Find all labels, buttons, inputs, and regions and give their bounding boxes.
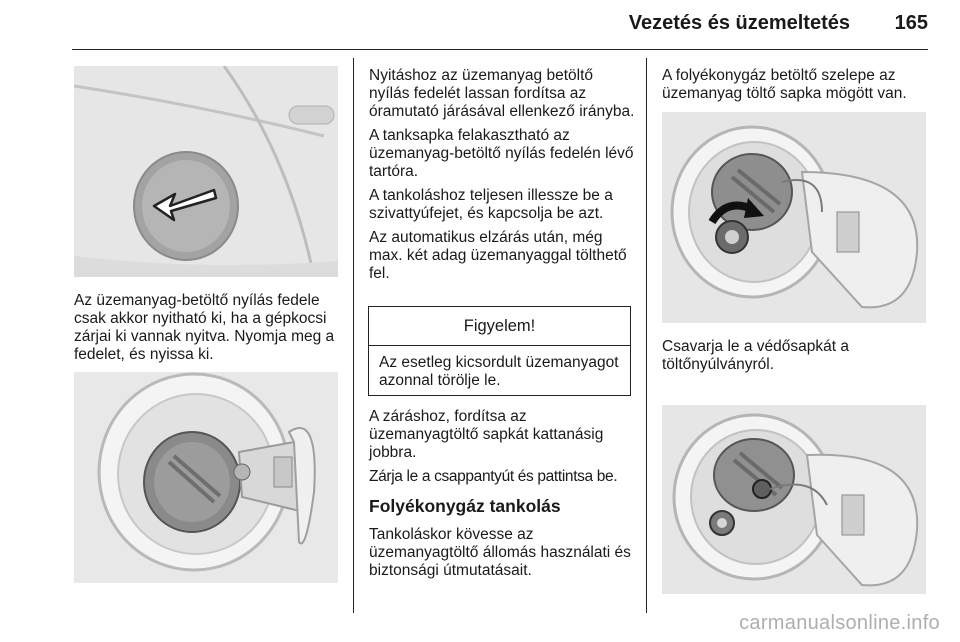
col2-paragraph-3: A tankoláshoz teljesen illessze be a szivattyúfejet, és kapcsolja be azt.	[369, 187, 613, 222]
fuel-cap-open-door-icon	[74, 372, 338, 583]
col2-paragraph-7: Tankoláskor kövesse az üzemanyagtöltő állomás használati és biztonsági útmutatásait.	[369, 526, 631, 579]
lpg-valve-open-icon	[662, 405, 926, 594]
page-header-title: Vezetés és üzemeltetés	[628, 12, 850, 34]
header-rule	[72, 49, 928, 50]
watermark: carmanualsonline.info	[739, 612, 940, 634]
col3-paragraph-1: A folyékonygáz betöltő szelepe az üzemanyag töltő sapka mögött van.	[662, 67, 907, 102]
column-divider-left	[353, 58, 354, 613]
figure-lpg-valve-open	[662, 405, 926, 594]
col2-paragraph-4: Az automatikus elzárás után, még max. két adag üzemanyaggal tölthető fel.	[369, 229, 627, 282]
lpg-valve-rotate-arrow-icon	[662, 112, 926, 323]
warning-title: Figyelem!	[369, 307, 630, 346]
col3-text-top	[662, 67, 932, 109]
figure-fuel-door-closed	[74, 66, 338, 277]
figure-fuel-cap	[74, 372, 338, 583]
col2-paragraph-1: Nyitáshoz az üzemanyag betöltő nyílás fedelét lassan fordítsa az óramutató járásával ellenkező irányba.	[369, 67, 635, 120]
column-divider-right	[646, 58, 647, 613]
col2-text-lpg	[369, 526, 637, 586]
warning-body: Az esetleg kicsordult üzemanyagot azonnal törölje le.	[379, 354, 619, 389]
fuel-door-arrow-icon	[74, 66, 338, 277]
col3-paragraph-2: Csavarja le a védősapkát a töltőnyúlványról.	[662, 338, 849, 373]
col2-paragraph-2: A tanksapka felakasztható az üzemanyag-betöltő nyílás fedelén lévő tartóra.	[369, 127, 634, 180]
col1-paragraph	[74, 292, 344, 370]
col3-text-mid	[662, 338, 932, 380]
page-number: 165	[894, 12, 928, 34]
col2-text-bottom	[369, 408, 637, 492]
figure-lpg-valve-rotate	[662, 112, 926, 323]
col2-paragraph-6: Zárja le a csappantyút és pattintsa be.	[369, 468, 618, 485]
section-heading-lpg: Folyékonygáz tankolás	[369, 496, 561, 516]
col2-paragraph-5: A záráshoz, fordítsa az üzemanyagtöltő sapkát kattanásig jobbra.	[369, 408, 604, 461]
col1-paragraph-text: Az üzemanyag-betöltő nyílás fedele csak akkor nyitható ki, ha a gépkocsi zárjai ki vannak nyitva. Nyomja meg a fedelet, és nyissa ki.	[74, 292, 335, 363]
warning-box	[368, 306, 631, 396]
col2-text-top	[369, 67, 637, 289]
